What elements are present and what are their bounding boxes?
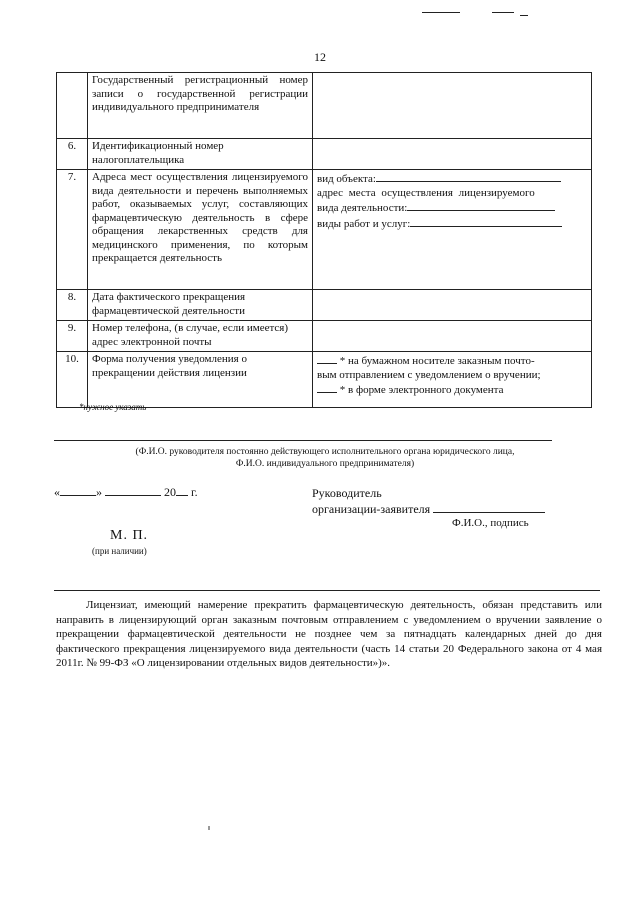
address-label-line: адрес места осуществления лицензируемого [317, 186, 535, 199]
paper-option-line-2: вым отправлением с уведомлением о вручении; [317, 368, 541, 381]
signature-caption [90, 446, 560, 470]
head-org-label: организации-заявителя [312, 502, 431, 516]
signature-line[interactable] [54, 440, 552, 441]
paper-option-line [317, 353, 587, 369]
row-label: Адреса мест осуществления лицензируемого вида деятельности и перечень выполняемых работ, оказываемых услуг, составляющих фармацевтическую деятельность в сфере обращения лекарственных средств для медицинского применения, по которым прекращается деятельность [88, 170, 313, 290]
date-open-quote: « [54, 485, 60, 499]
works-line [317, 216, 587, 232]
stamp-note: (при наличии) [92, 546, 147, 556]
bottom-note: Лицензиат, имеющий намерение прекратить фармацевтическую деятельность, обязан представить или направить в лицензирующий орган заказным почтовым отправлением с уведомлением о вручении заявление о прекращении фармацевтической деятельности не позднее чем за пятнадцать календарных дней до дня фактического прекращения лицензируемого вида деятельности (часть 14 статьи 20 Федерального закона от 4 мая 2011г. № 99-ФЗ «О лицензировании отдельных видов деятельности»)». [56, 599, 602, 669]
row-number: 10. [57, 352, 88, 408]
head-caption: Ф.И.О., подпись [452, 517, 529, 529]
date-year-field[interactable] [176, 485, 188, 496]
object-type-label: вид объекта: [317, 173, 376, 185]
table-row [57, 352, 592, 408]
head-signature-field[interactable] [433, 502, 545, 513]
row-value-field[interactable] [313, 139, 592, 170]
table-row [57, 170, 592, 290]
address-field[interactable] [407, 200, 555, 211]
row-value-field[interactable] [313, 321, 592, 352]
row-number: 7. [57, 170, 88, 290]
row-value-field[interactable] [313, 73, 592, 139]
row-label: Государственный регистрационный номер записи о государственной регистрации индивидуального предпринимателя [88, 73, 313, 139]
date-line [54, 485, 198, 500]
row-value-field[interactable] [313, 290, 592, 321]
row-value-field [313, 352, 592, 408]
signature-caption-line-1: (Ф.И.О. руководителя постоянно действующего исполнительного органа юридического лица, [135, 447, 515, 457]
head-title: Руководитель [312, 486, 382, 500]
scan-speck [208, 826, 210, 830]
paper-option-label: * на бумажном носителе заказным почто- [339, 355, 535, 367]
header-mark [520, 15, 528, 16]
date-day-field[interactable] [60, 485, 96, 496]
paper-option-checkbox[interactable] [317, 353, 337, 364]
footnote: *нужное указать [79, 402, 147, 412]
row-value-field [313, 170, 592, 290]
header-mark [422, 12, 460, 13]
date-month-field[interactable] [105, 485, 161, 496]
row-number: 8. [57, 290, 88, 321]
table-row [57, 290, 592, 321]
table-row [57, 139, 592, 170]
signature-caption-line-2: Ф.И.О. индивидуального предпринимателя) [235, 459, 415, 469]
table-row [57, 73, 592, 139]
header-marks [422, 12, 542, 18]
row-number: 9. [57, 321, 88, 352]
page-number: 12 [314, 50, 326, 64]
object-type-field[interactable] [376, 171, 561, 182]
application-table [56, 72, 592, 408]
date-close-quote: » [96, 485, 102, 499]
object-type-line [317, 171, 587, 187]
address-line [317, 200, 587, 216]
date-year-suffix: г. [191, 485, 198, 499]
row-label: Форма получения уведомления о прекращении действия лицензии [88, 352, 313, 408]
row-label: Номер телефона, (в случае, если имеется) адрес электронной почты [88, 321, 313, 352]
address-label: вида деятельности: [317, 202, 408, 214]
row-label: Дата фактического прекращения фармацевтической деятельности [88, 290, 313, 321]
electronic-option-checkbox[interactable] [317, 382, 337, 393]
row-number: 6. [57, 139, 88, 170]
header-mark [492, 12, 514, 13]
works-label: виды работ и услуг: [317, 217, 411, 230]
date-year-prefix: 20 [164, 485, 176, 499]
stamp-label: М. П. [110, 528, 149, 543]
head-org-line [312, 502, 545, 517]
table-row [57, 321, 592, 352]
electronic-option-line [317, 382, 587, 398]
bottom-rule [54, 590, 600, 591]
electronic-option-label: * в форме электронного документа [339, 384, 504, 396]
row-label: Идентификационный номер налогоплательщика [88, 139, 313, 170]
works-field[interactable] [410, 216, 562, 227]
row-number [57, 73, 88, 139]
